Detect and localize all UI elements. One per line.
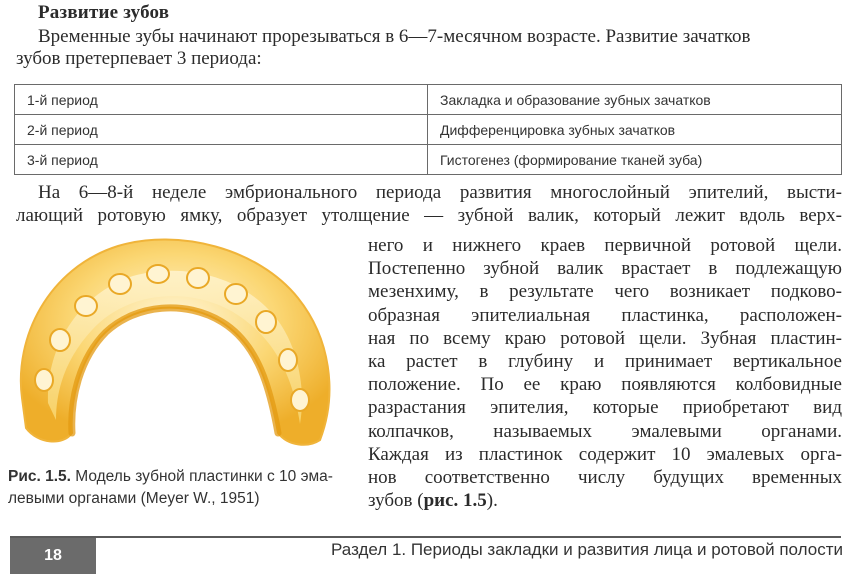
figure-reference-link[interactable]: рис. 1.5 bbox=[423, 490, 487, 512]
table-row bbox=[15, 115, 842, 145]
period-cell: 1-й период bbox=[15, 85, 428, 115]
body-col-line: ка растет в глубину и принимает вертикальное bbox=[368, 351, 842, 373]
page-number: 18 bbox=[44, 547, 62, 564]
enamel-organ-icon bbox=[109, 274, 131, 294]
footer-section-title: Раздел 1. Периоды закладки и развития лица и ротовой полости bbox=[331, 540, 843, 559]
page-number-badge bbox=[10, 538, 96, 574]
body-col-line: него и нижнего краев первичной ротовой щели. bbox=[368, 235, 842, 256]
body-col-line: нов соответственно числу будущих временных bbox=[368, 467, 842, 489]
dental-lamina-illustration bbox=[8, 228, 344, 456]
body-col-line: мезенхиму, в результате чего возникает подково- bbox=[368, 281, 842, 303]
body-line-1: На 6—8-й неделе эмбрионального периода развития многослойный эпителий, высти- bbox=[38, 182, 842, 203]
body-column-text bbox=[368, 234, 842, 512]
period-cell: 2-й период bbox=[15, 115, 428, 145]
body-col-line: положение. По ее краю появляются колбовидные bbox=[368, 374, 842, 396]
description-cell: Гистогенез (формирование тканей зуба) bbox=[428, 145, 842, 175]
periods-table bbox=[14, 84, 842, 175]
body-line-2: лающий ротовую ямку, образует утолщение — зубной валик, который лежит вдоль верх- bbox=[16, 205, 842, 227]
description-cell: Закладка и образование зубных зачатков bbox=[428, 85, 842, 115]
dental-lamina-figure bbox=[8, 228, 344, 456]
figure-caption-label: Рис. 1.5. bbox=[8, 468, 71, 485]
enamel-organ-icon bbox=[35, 369, 53, 391]
enamel-organ-icon bbox=[187, 268, 209, 288]
body-col-line: образная эпителиальная пластинка, расположен- bbox=[368, 304, 842, 326]
section-heading: Развитие зубов bbox=[38, 2, 170, 23]
enamel-organ-icon bbox=[50, 329, 70, 351]
footer-divider bbox=[10, 536, 841, 538]
period-cell: 3-й период bbox=[15, 145, 428, 175]
body-paragraph bbox=[16, 181, 842, 227]
enamel-organ-icon bbox=[256, 311, 276, 333]
figure-caption-text-2: левыми органами (Meyer W., 1951) bbox=[8, 490, 260, 507]
body-col-line: колпачков, называемых эмалевыми органами. bbox=[368, 420, 842, 442]
body-col-last-line: зубов (рис. 1.5). bbox=[368, 490, 498, 512]
intro-line-1: Временные зубы начинают прорезываться в 6—7-месячном возрасте. Развитие зачатков bbox=[38, 26, 751, 47]
enamel-organ-icon bbox=[291, 389, 309, 411]
enamel-organ-icon bbox=[279, 349, 297, 371]
intro-line-2: зубов претерпевает 3 периода: bbox=[16, 48, 262, 69]
enamel-organ-icon bbox=[75, 296, 97, 316]
body-col-line: разрастания эпителия, которые приобретают вид bbox=[368, 397, 842, 419]
body-col-line: ная по всему краю ротовой щели. Зубная пластин- bbox=[368, 327, 842, 349]
description-cell: Дифференцировка зубных зачатков bbox=[428, 115, 842, 145]
table-row bbox=[15, 85, 842, 115]
enamel-organ-icon bbox=[225, 284, 247, 304]
intro-paragraph bbox=[16, 26, 836, 70]
table-row bbox=[15, 145, 842, 175]
body-col-line: Каждая из пластинок содержит 10 эмалевых орга- bbox=[368, 443, 842, 465]
enamel-organ-icon bbox=[147, 265, 169, 283]
figure-caption bbox=[8, 466, 338, 510]
body-col-line: Постепенно зубной валик врастает в подлежащую bbox=[368, 258, 842, 280]
figure-caption-text: Модель зубной пластинки с 10 эма- bbox=[70, 468, 333, 485]
